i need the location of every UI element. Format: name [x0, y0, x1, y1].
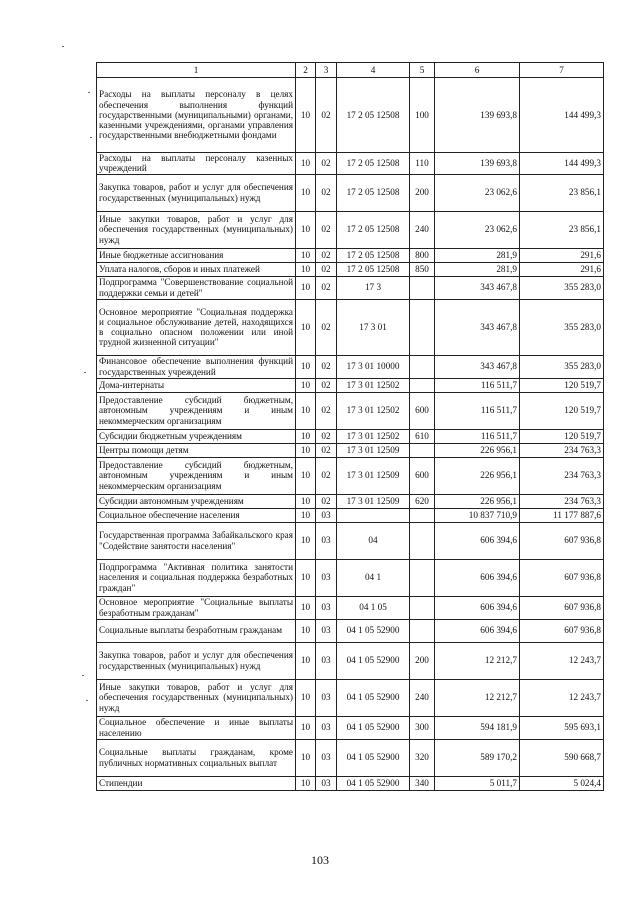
expense-type-cell: [410, 378, 435, 392]
section-code-cell: 10: [296, 248, 316, 262]
table-row: [97, 248, 604, 262]
row-name-cell: Основное мероприятие "Социальная поддержка и социальное обслуживание детей, находящихся в социально опасном положении или иной трудной жизненной ситуации": [97, 299, 296, 355]
table-row: [97, 522, 604, 559]
column-header-1: 1: [97, 63, 296, 78]
row-name-cell: Иные закупки товаров, работ и услуг для обеспечения государственных (муниципальных) нужд: [97, 679, 296, 716]
target-article-cell: 17 3: [337, 276, 410, 299]
subsection-code-cell: 02: [316, 262, 337, 276]
section-code-cell: 10: [296, 559, 316, 596]
target-article-cell: 17 2 05 12508: [337, 248, 410, 262]
page-number: 103: [311, 853, 329, 867]
amount-year2-cell: 23 856,1: [520, 211, 604, 248]
target-article-cell: 04: [337, 522, 410, 559]
table-row: [97, 355, 604, 378]
expense-type-cell: 300: [410, 716, 435, 739]
row-name-cell: Закупка товаров, работ и услуг для обеспечения государственных (муниципальных) нужд: [97, 174, 296, 211]
row-name-cell: Иные бюджетные ассигнования: [97, 248, 296, 262]
expense-type-cell: 600: [410, 392, 435, 429]
table-row: [97, 299, 604, 355]
section-code-cell: 10: [296, 739, 316, 776]
table-row: [97, 443, 604, 457]
expense-type-cell: 600: [410, 457, 435, 494]
amount-year1-cell: 343 467,8: [435, 299, 520, 355]
target-article-cell: 17 3 01 12509: [337, 494, 410, 508]
target-article-cell: 17 3 01 12502: [337, 392, 410, 429]
row-name-cell: Социальные выплаты безработным гражданам: [97, 619, 296, 642]
expense-type-cell: 610: [410, 429, 435, 443]
amount-year2-cell: 355 283,0: [520, 355, 604, 378]
amount-year1-cell: 139 693,8: [435, 78, 520, 153]
amount-year2-cell: 234 763,3: [520, 443, 604, 457]
subsection-code-cell: 02: [316, 153, 337, 175]
expense-type-cell: [410, 276, 435, 299]
amount-year2-cell: 355 283,0: [520, 276, 604, 299]
subsection-code-cell: 02: [316, 248, 337, 262]
row-name-cell: Социальные выплаты гражданам, кроме публичных нормативных социальных выплат: [97, 739, 296, 776]
expense-type-cell: 340: [410, 776, 435, 790]
section-code-cell: 10: [296, 619, 316, 642]
amount-year1-cell: 116 511,7: [435, 378, 520, 392]
table-row: [97, 716, 604, 739]
column-header-6: 6: [435, 63, 520, 78]
target-article-cell: 04 1 05 52900: [337, 739, 410, 776]
row-name-cell: Основное мероприятие "Социальные выплаты безработным гражданам": [97, 596, 296, 619]
subsection-code-cell: 02: [316, 378, 337, 392]
subsection-code-cell: 02: [316, 392, 337, 429]
amount-year1-cell: 226 956,1: [435, 443, 520, 457]
row-name-cell: Социальное обеспечение и иные выплаты населению: [97, 716, 296, 739]
subsection-code-cell: 02: [316, 443, 337, 457]
section-code-cell: 10: [296, 299, 316, 355]
subsection-code-cell: 03: [316, 508, 337, 522]
amount-year1-cell: 23 062,6: [435, 174, 520, 211]
table-row: [97, 174, 604, 211]
table-row: [97, 776, 604, 790]
subsection-code-cell: 03: [316, 776, 337, 790]
subsection-code-cell: 02: [316, 494, 337, 508]
amount-year2-cell: 120 519,7: [520, 378, 604, 392]
target-article-cell: 04 1 05 52900: [337, 776, 410, 790]
row-name-cell: Центры помощи детям: [97, 443, 296, 457]
expense-type-cell: 110: [410, 153, 435, 175]
amount-year2-cell: 607 936,8: [520, 619, 604, 642]
subsection-code-cell: 03: [316, 679, 337, 716]
row-name-cell: Государственная программа Забайкальского края "Содействие занятости населения": [97, 522, 296, 559]
subsection-code-cell: 03: [316, 642, 337, 679]
amount-year1-cell: 23 062,6: [435, 211, 520, 248]
amount-year2-cell: 355 283,0: [520, 299, 604, 355]
table-row: [97, 153, 604, 175]
amount-year2-cell: 12 243,7: [520, 679, 604, 716]
row-name-cell: Предоставление субсидий бюджетным, автономным учреждениям и иным некоммерческим организациям: [97, 392, 296, 429]
budget-table: [96, 62, 604, 791]
amount-year1-cell: 281,9: [435, 262, 520, 276]
subsection-code-cell: 02: [316, 429, 337, 443]
expense-type-cell: [410, 299, 435, 355]
column-number-row: [97, 63, 604, 78]
expense-type-cell: 100: [410, 78, 435, 153]
row-name-cell: Расходы на выплаты персоналу в целях обеспечения выполнения функций государственными (муниципальными) органами, казенными учреждениями, органами управления государственными внебюджетными фондами: [97, 78, 296, 153]
amount-year2-cell: 144 499,3: [520, 153, 604, 175]
column-header-5: 5: [410, 63, 435, 78]
table-row: [97, 679, 604, 716]
section-code-cell: 10: [296, 174, 316, 211]
expense-type-cell: [410, 559, 435, 596]
amount-year2-cell: 607 936,8: [520, 596, 604, 619]
column-header-2: 2: [296, 63, 316, 78]
target-article-cell: 17 3 01 12502: [337, 378, 410, 392]
subsection-code-cell: 02: [316, 174, 337, 211]
subsection-code-cell: 02: [316, 276, 337, 299]
target-article-cell: 17 2 05 12508: [337, 211, 410, 248]
target-article-cell: 04 1: [337, 559, 410, 596]
column-header-4: 4: [337, 63, 410, 78]
amount-year1-cell: 606 394,6: [435, 522, 520, 559]
target-article-cell: 17 2 05 12508: [337, 153, 410, 175]
scan-speck: [88, 92, 90, 93]
section-code-cell: 10: [296, 276, 316, 299]
row-name-cell: Субсидии автономным учреждениям: [97, 494, 296, 508]
target-article-cell: 17 3 01 12509: [337, 443, 410, 457]
section-code-cell: 10: [296, 522, 316, 559]
scan-speck: [82, 675, 84, 676]
row-name-cell: Предоставление субсидий бюджетным, автономным учреждениям и иным некоммерческим организациям: [97, 457, 296, 494]
expense-type-cell: 200: [410, 174, 435, 211]
amount-year1-cell: 12 212,7: [435, 642, 520, 679]
amount-year2-cell: 234 763,3: [520, 457, 604, 494]
amount-year1-cell: 606 394,6: [435, 559, 520, 596]
row-name-cell: Финансовое обеспечение выполнения функций государственных учреждений: [97, 355, 296, 378]
amount-year2-cell: 291,6: [520, 248, 604, 262]
target-article-cell: 17 2 05 12508: [337, 174, 410, 211]
section-code-cell: 10: [296, 378, 316, 392]
subsection-code-cell: 03: [316, 739, 337, 776]
amount-year1-cell: 343 467,8: [435, 276, 520, 299]
table-row: [97, 494, 604, 508]
section-code-cell: 10: [296, 596, 316, 619]
amount-year2-cell: 12 243,7: [520, 642, 604, 679]
section-code-cell: 10: [296, 494, 316, 508]
amount-year2-cell: 590 668,7: [520, 739, 604, 776]
row-name-cell: Субсидии бюджетным учреждениям: [97, 429, 296, 443]
section-code-cell: 10: [296, 642, 316, 679]
table-row: [97, 559, 604, 596]
expense-type-cell: 240: [410, 679, 435, 716]
section-code-cell: 10: [296, 262, 316, 276]
subsection-code-cell: 03: [316, 596, 337, 619]
row-name-cell: Уплата налогов, сборов и иных платежей: [97, 262, 296, 276]
expense-type-cell: 620: [410, 494, 435, 508]
target-article-cell: [337, 508, 410, 522]
section-code-cell: 10: [296, 508, 316, 522]
column-header-3: 3: [316, 63, 337, 78]
target-article-cell: 17 2 05 12508: [337, 262, 410, 276]
table-row: [97, 78, 604, 153]
subsection-code-cell: 02: [316, 78, 337, 153]
amount-year1-cell: 594 181,9: [435, 716, 520, 739]
table-body: [97, 78, 604, 791]
amount-year1-cell: 226 956,1: [435, 494, 520, 508]
section-code-cell: 10: [296, 443, 316, 457]
subsection-code-cell: 02: [316, 211, 337, 248]
table-row: [97, 392, 604, 429]
section-code-cell: 10: [296, 716, 316, 739]
expense-type-cell: 240: [410, 211, 435, 248]
subsection-code-cell: 03: [316, 559, 337, 596]
row-name-cell: Подпрограмма "Активная политика занятости населения и социальная поддержка безработных граждан": [97, 559, 296, 596]
table-row: [97, 619, 604, 642]
subsection-code-cell: 03: [316, 522, 337, 559]
amount-year2-cell: 144 499,3: [520, 78, 604, 153]
expense-type-cell: 320: [410, 739, 435, 776]
section-code-cell: 10: [296, 679, 316, 716]
target-article-cell: 17 3 01: [337, 299, 410, 355]
amount-year1-cell: 226 956,1: [435, 457, 520, 494]
amount-year2-cell: 120 519,7: [520, 429, 604, 443]
table-row: [97, 457, 604, 494]
row-name-cell: Стипендии: [97, 776, 296, 790]
target-article-cell: 04 1 05 52900: [337, 642, 410, 679]
expense-type-cell: [410, 508, 435, 522]
amount-year1-cell: 116 511,7: [435, 392, 520, 429]
subsection-code-cell: 02: [316, 355, 337, 378]
amount-year2-cell: 595 693,1: [520, 716, 604, 739]
table-row: [97, 429, 604, 443]
amount-year2-cell: 23 856,1: [520, 174, 604, 211]
row-name-cell: Иные закупки товаров, работ и услуг для обеспечения государственных (муниципальных) нужд: [97, 211, 296, 248]
table-row: [97, 211, 604, 248]
target-article-cell: 04 1 05 52900: [337, 716, 410, 739]
table-row: [97, 508, 604, 522]
target-article-cell: 17 2 05 12508: [337, 78, 410, 153]
target-article-cell: 17 3 01 12509: [337, 457, 410, 494]
target-article-cell: 17 3 01 12502: [337, 429, 410, 443]
amount-year2-cell: 291,6: [520, 262, 604, 276]
expense-type-cell: [410, 596, 435, 619]
amount-year1-cell: 606 394,6: [435, 596, 520, 619]
section-code-cell: 10: [296, 153, 316, 175]
amount-year1-cell: 281,9: [435, 248, 520, 262]
expense-type-cell: 850: [410, 262, 435, 276]
target-article-cell: 04 1 05: [337, 596, 410, 619]
amount-year2-cell: 11 177 887,6: [520, 508, 604, 522]
table-row: [97, 596, 604, 619]
section-code-cell: 10: [296, 392, 316, 429]
section-code-cell: 10: [296, 429, 316, 443]
table-row: [97, 378, 604, 392]
expense-type-cell: [410, 619, 435, 642]
section-code-cell: 10: [296, 457, 316, 494]
row-name-cell: Закупка товаров, работ и услуг для обеспечения государственных (муниципальных) нужд: [97, 642, 296, 679]
row-name-cell: Социальное обеспечение населения: [97, 508, 296, 522]
scan-speck: [62, 46, 64, 47]
amount-year1-cell: 12 212,7: [435, 679, 520, 716]
section-code-cell: 10: [296, 78, 316, 153]
subsection-code-cell: 02: [316, 299, 337, 355]
scan-speck: [86, 700, 88, 701]
expense-type-cell: 800: [410, 248, 435, 262]
amount-year1-cell: 589 170,2: [435, 739, 520, 776]
amount-year2-cell: 120 519,7: [520, 392, 604, 429]
expense-type-cell: 200: [410, 642, 435, 679]
section-code-cell: 10: [296, 211, 316, 248]
amount-year2-cell: 234 763,3: [520, 494, 604, 508]
amount-year2-cell: 607 936,8: [520, 559, 604, 596]
row-name-cell: Дома-интернаты: [97, 378, 296, 392]
table-row: [97, 739, 604, 776]
scan-speck: [90, 137, 92, 138]
subsection-code-cell: 02: [316, 457, 337, 494]
row-name-cell: Подпрограмма "Совершенствование социальной поддержки семьи и детей": [97, 276, 296, 299]
target-article-cell: 04 1 05 52900: [337, 619, 410, 642]
column-header-7: 7: [520, 63, 604, 78]
target-article-cell: 04 1 05 52900: [337, 679, 410, 716]
amount-year1-cell: 606 394,6: [435, 619, 520, 642]
amount-year1-cell: 343 467,8: [435, 355, 520, 378]
subsection-code-cell: 03: [316, 619, 337, 642]
amount-year1-cell: 116 511,7: [435, 429, 520, 443]
section-code-cell: 10: [296, 776, 316, 790]
subsection-code-cell: 03: [316, 716, 337, 739]
target-article-cell: 17 3 01 10000: [337, 355, 410, 378]
section-code-cell: 10: [296, 355, 316, 378]
amount-year2-cell: 5 024,4: [520, 776, 604, 790]
table-row: [97, 276, 604, 299]
expense-type-cell: [410, 443, 435, 457]
amount-year1-cell: 139 693,8: [435, 153, 520, 175]
amount-year2-cell: 607 936,8: [520, 522, 604, 559]
table-row: [97, 642, 604, 679]
table-row: [97, 262, 604, 276]
scan-speck: [84, 372, 86, 373]
amount-year1-cell: 5 011,7: [435, 776, 520, 790]
row-name-cell: Расходы на выплаты персоналу казенных учреждений: [97, 153, 296, 175]
amount-year1-cell: 10 837 710,9: [435, 508, 520, 522]
expense-type-cell: [410, 522, 435, 559]
expense-type-cell: [410, 355, 435, 378]
